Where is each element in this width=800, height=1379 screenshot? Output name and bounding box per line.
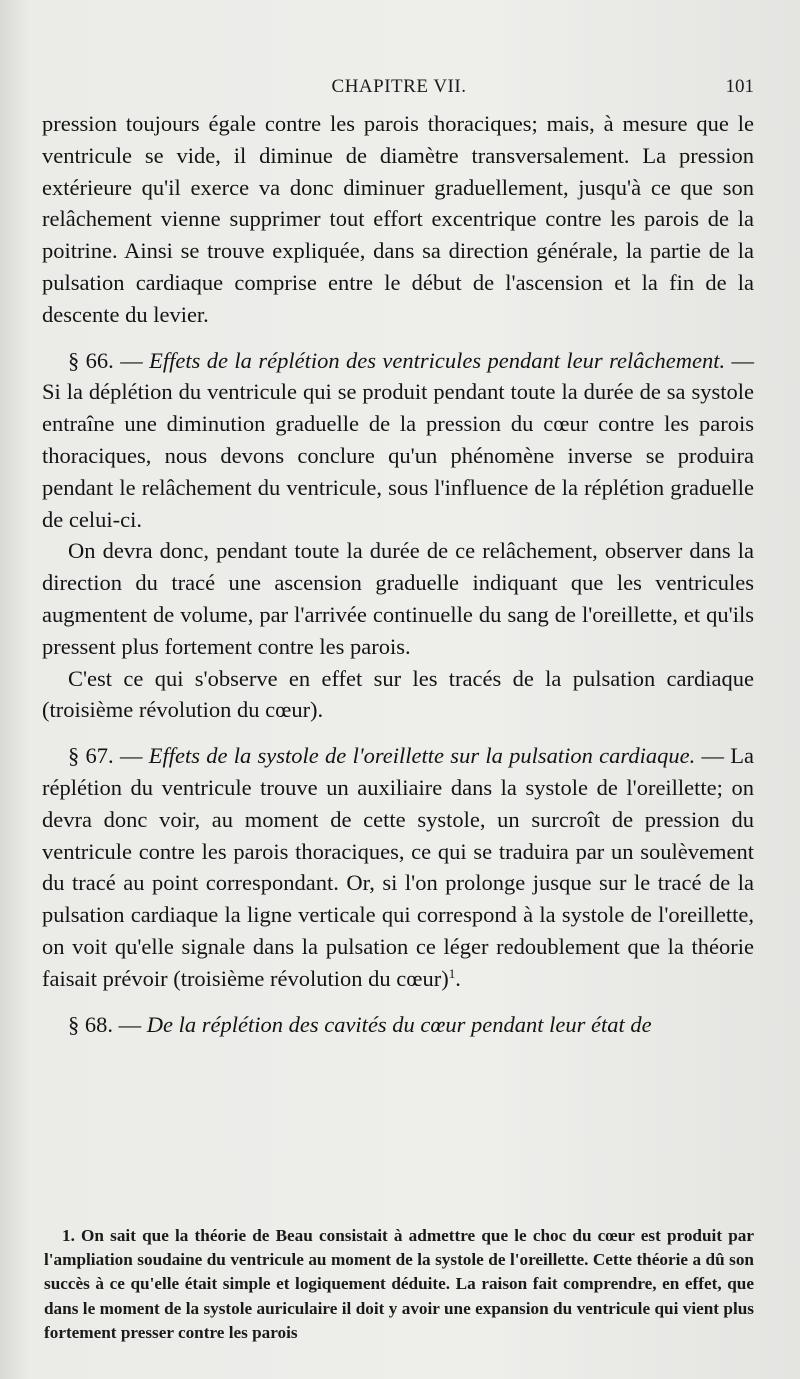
section-67-title: Effets de la systole de l'oreillette sur la pulsation cardiaque. — [148, 743, 696, 769]
section-67-paragraph — [42, 740, 754, 994]
footnote-text: 1. On sait que la théorie de Beau consistait à admettre que le choc du cœur est produit par l'ampliation soudaine du ventricule au moment de la systole de l'oreillette. Cette théorie a dû son succès à ce qu'elle était simple et logiquement déduite. La raison fait comprendre, en effet, que dans le moment de la systole auriculaire il doit y avoir une expansion du ventricule qui vient plus fortement presser contre les parois — [44, 1226, 754, 1342]
section-66-text: — Si la déplétion du ventricule qui se produit pendant toute la durée de sa systole entraîne une diminution graduelle de la pression du cœur contre les parois thoraciques, nous devons conclure qu'un phénomène inverse se produira pendant le relâchement du ventricule, sous l'influence de la réplétion graduelle de celui-ci. — [42, 347, 755, 532]
chapter-heading: CHAPITRE VII. — [331, 76, 467, 97]
section-67-end: . — [455, 965, 461, 991]
section-66-number: § 66. — — [68, 347, 143, 373]
footnote — [44, 1224, 754, 1345]
running-head — [44, 76, 754, 102]
section-68-paragraph — [42, 1009, 754, 1041]
section-66-paragraph-3: C'est ce qui s'observe en effet sur les tracés de la pulsation cardiaque (troisième révolution du cœur). — [42, 665, 754, 723]
section-68-number: § 68. — — [68, 1011, 142, 1037]
section-68-title: De la réplétion des cavités du cœur pendant leur état de — [146, 1011, 652, 1037]
footnote-reference: 1 — [448, 965, 456, 981]
section-67-text: — La réplétion du ventricule trouve un auxiliaire dans la systole de l'oreillette; on devra donc voir, au moment de cette systole, un surcroît de pression du ventricule contre les parois thoraciques, ce qui se traduira par un soulèvement du tracé au point correspondant. Or, si l'on prolonge jusque sur le tracé de la pulsation cardiaque la ligne verticale qui correspond à la systole de l'oreillette, on voit qu'elle signale dans la pulsation ce léger redoublement que la théorie faisait prévoir (troisième révolution du cœur) — [42, 743, 754, 991]
section-67-number: § 67. — — [68, 743, 143, 769]
main-text — [42, 108, 754, 1040]
section-66-title: Effets de la réplétion des ventricules pendant leur relâchement. — [149, 347, 726, 373]
section-66-paragraph-2: On devra donc, pendant toute la durée de ce relâchement, observer dans la direction du tracé une ascension graduelle indiquant que les ventricules augmentent de volume, par l'arrivée continuelle du sang de l'oreillette, et qu'ils pressent plus fortement contre les parois. — [42, 538, 754, 659]
paragraph-continued: pression toujours égale contre les parois thoraciques; mais, à mesure que le ventricule se vide, il diminue de diamètre transversalement. La pression extérieure qu'il exerce va donc diminuer graduellement, jusqu'à ce que son relâchement vienne supprimer tout effort excentrique contre les parois de la poitrine. Ainsi se trouve expliquée, dans sa direction générale, la partie de la pulsation cardiaque comprise entre le début de l'ascension et la fin de la descente du levier. — [42, 111, 754, 327]
page-number: 101 — [725, 76, 754, 97]
section-66-paragraph — [42, 345, 754, 536]
